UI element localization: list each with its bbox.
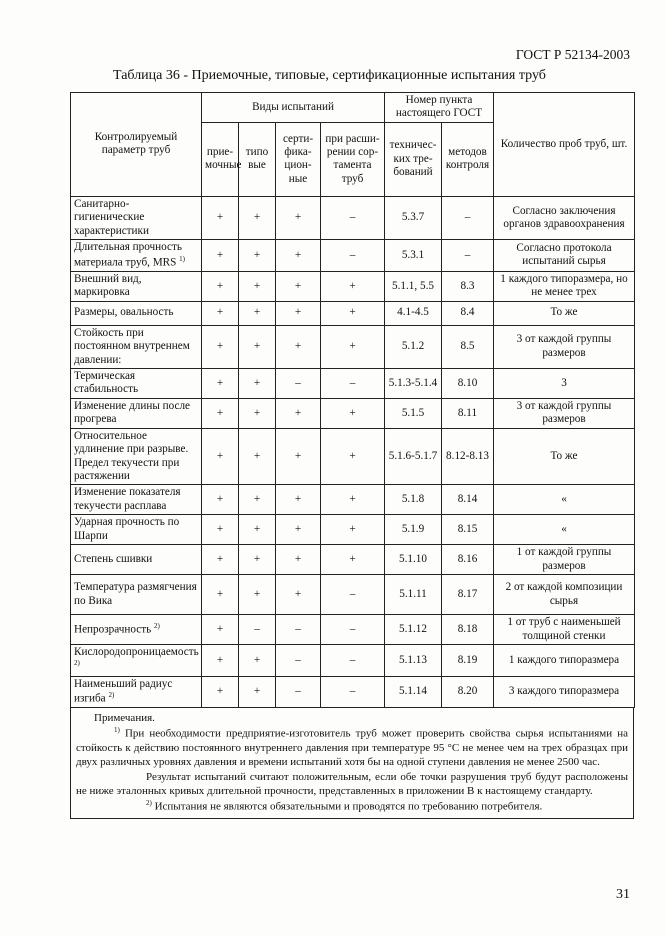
param-text: Степень сшивки [74,552,153,565]
cell-certification: + [276,428,321,485]
cell-sample-count: То же [494,301,635,325]
cell-param [71,196,202,239]
cell-certification: + [276,575,321,615]
cell-range-extension: + [321,301,385,325]
cell-param [71,428,202,485]
cell-tech-requirement: 5.1.1, 5.5 [385,271,442,301]
cell-range-extension: + [321,545,385,575]
cell-acceptance: + [202,271,239,301]
cell-sample-count: То же [494,428,635,485]
standard-number: ГОСТ Р 52134-2003 [515,47,630,62]
param-text: Размеры, овальность [74,306,174,319]
cell-type: + [239,545,276,575]
cell-type: + [239,644,276,676]
cell-sample-count: 2 от каждой композиции сырья [494,575,635,615]
header-acceptance: прие-мочные [202,122,239,196]
table-row [71,240,635,272]
param-text: Наименьший радиус изгиба [74,677,173,705]
cell-tech-requirement: 5.1.6-5.1.7 [385,428,442,485]
cell-tech-requirement: 5.1.12 [385,615,442,645]
param-text: Стойкость при постоянном внутреннем давлении: [74,326,190,366]
cell-tech-requirement: 5.1.14 [385,676,442,708]
cell-tech-requirement: 5.1.9 [385,515,442,545]
cell-param [71,368,202,398]
table-caption: Таблица 36 - Приемочные, типовые, сертификационные испытания труб [113,68,546,83]
cell-range-extension: + [321,515,385,545]
cell-tech-requirement: 5.1.2 [385,325,442,368]
cell-sample-count: 3 от каждой группы размеров [494,325,635,368]
cell-tech-requirement: 5.1.11 [385,575,442,615]
cell-range-extension: – [321,644,385,676]
table-row [71,545,635,575]
param-footnote-mark: 2) [154,621,160,630]
cell-type: + [239,676,276,708]
cell-tech-requirement: 5.1.5 [385,398,442,428]
notes [70,708,634,819]
cell-control-method: – [442,196,494,239]
cell-acceptance: + [202,301,239,325]
note-1-mark: 1) [114,725,120,734]
cell-acceptance: + [202,196,239,239]
cell-param [71,575,202,615]
header-type: типо вые [239,122,276,196]
cell-type: + [239,515,276,545]
header-range-extension: при расши-рении сор-тамента труб [321,122,385,196]
param-text: Длительная прочность материала труб, MRS [74,241,182,269]
table-row [71,398,635,428]
cell-control-method: 8.20 [442,676,494,708]
cell-sample-count: 1 каждого типоразмера, но не менее трех [494,271,635,301]
note-2 [76,799,628,814]
note-2-mark: 2) [146,798,152,807]
param-text: Изменение длины после прогрева [74,399,191,426]
cell-range-extension: + [321,398,385,428]
page-number: 31 [616,887,630,902]
cell-control-method: 8.18 [442,615,494,645]
cell-certification: + [276,515,321,545]
cell-sample-count: Согласно протокола испытаний сырья [494,240,635,272]
cell-certification: – [276,368,321,398]
cell-control-method: 8.19 [442,644,494,676]
param-footnote-mark: 2) [74,659,80,668]
cell-param [71,398,202,428]
cell-type: + [239,271,276,301]
cell-range-extension: + [321,325,385,368]
cell-sample-count: 1 от труб с наименьшей толщиной стенки [494,615,635,645]
cell-param [71,545,202,575]
cell-range-extension: – [321,196,385,239]
notes-title: Примечания. [94,712,155,725]
table-row [71,271,635,301]
cell-acceptance: + [202,240,239,272]
param-footnote-mark: 2) [108,691,115,700]
cell-sample-count: « [494,485,635,515]
cell-type: + [239,428,276,485]
cell-type: + [239,485,276,515]
param-text: Санитарно-гигиенические характеристики [74,197,149,237]
cell-tech-requirement: 5.1.3-5.1.4 [385,368,442,398]
cell-type: + [239,240,276,272]
cell-control-method: 8.15 [442,515,494,545]
param-text: Внешний вид, маркировка [74,272,142,299]
table-row [71,485,635,515]
cell-param [71,615,202,645]
header-control-methods: методов контроля [442,122,494,196]
note-2-text: Испытания не являются обязательными и проводятся по требованию потребителя. [154,800,543,813]
cell-range-extension: – [321,676,385,708]
cell-range-extension: + [321,428,385,485]
table-row [71,368,635,398]
cell-control-method: 8.17 [442,575,494,615]
param-text: Ударная прочность по Шарпи [74,516,180,542]
table-row [71,196,635,239]
cell-type: + [239,575,276,615]
note-1b: Результат испытаний считают положительным, если обе точки разрушения труб будут расположены не ниже эталонных кривых длительной прочности, представленных в приложении В к настоящему стандарту. [76,770,628,798]
cell-sample-count: « [494,515,635,545]
table-row [71,515,635,545]
cell-control-method: 8.3 [442,271,494,301]
cell-param [71,644,202,676]
cell-acceptance: + [202,325,239,368]
cell-certification: – [276,644,321,676]
cell-tech-requirement: 4.1-4.5 [385,301,442,325]
cell-control-method: 8.14 [442,485,494,515]
header-tech-requirements: техничес-ких тре-бований [385,122,442,196]
param-text: Непрозрачность [74,623,152,636]
cell-tech-requirement: 5.1.8 [385,485,442,515]
table-row [71,575,635,615]
tests-table [70,92,635,708]
cell-range-extension: + [321,485,385,515]
cell-tech-requirement: 5.3.1 [385,240,442,272]
param-text: Термическая стабильность [74,369,139,396]
cell-range-extension: – [321,240,385,272]
param-footnote-mark: 1) [179,254,185,263]
cell-certification: + [276,196,321,239]
cell-acceptance: + [202,644,239,676]
cell-range-extension: + [321,271,385,301]
cell-type: + [239,398,276,428]
table-row [71,301,635,325]
cell-param [71,271,202,301]
cell-control-method: – [442,240,494,272]
cell-sample-count: 1 каждого типоразмера [494,644,635,676]
cell-type: + [239,325,276,368]
cell-control-method: 8.12-8.13 [442,428,494,485]
header-sample-count: Количество проб труб, шт. [494,93,635,197]
table-row [71,615,635,645]
cell-range-extension: – [321,368,385,398]
param-text: Изменение показателя текучести расплава [74,486,181,512]
note-1 [76,726,628,770]
cell-tech-requirement: 5.1.10 [385,545,442,575]
cell-certification: + [276,325,321,368]
cell-acceptance: + [202,398,239,428]
header-certification: серти-фика-цион-ные [276,122,321,196]
cell-acceptance: + [202,676,239,708]
header-row [71,93,635,123]
cell-certification: + [276,398,321,428]
cell-tech-requirement: 5.1.13 [385,644,442,676]
cell-certification: – [276,676,321,708]
param-text: Кислородопроницаемость [74,645,199,658]
cell-sample-count: 1 от каждой группы размеров [494,545,635,575]
cell-acceptance: + [202,428,239,485]
cell-control-method: 8.11 [442,398,494,428]
cell-sample-count: 3 [494,368,635,398]
cell-param [71,515,202,545]
table-row [71,325,635,368]
note-1-text: При необходимости предприятие-изготовитель труб может проверить свойства сырья испытаниями на стойкость к действию постоянного внутреннего давления при температуре 95 °С не менее чем на трех образцах при двух различных уровнях давления и времени испытаний хотя бы на одной ступени давления не менее 2500 час. [76,727,628,769]
cell-acceptance: + [202,515,239,545]
cell-type: + [239,196,276,239]
cell-acceptance: + [202,485,239,515]
table-row [71,644,635,676]
cell-acceptance: + [202,615,239,645]
cell-certification: + [276,545,321,575]
cell-range-extension: – [321,575,385,615]
param-text: Температура размягчения по Вика [74,581,197,607]
header-gost-clause: Номер пункта настоящего ГОСТ [385,93,494,123]
cell-type: + [239,301,276,325]
cell-certification: + [276,485,321,515]
cell-tech-requirement: 5.3.7 [385,196,442,239]
cell-acceptance: + [202,545,239,575]
cell-control-method: 8.16 [442,545,494,575]
param-text: Относительное удлинение при разрыве. Предел текучести при растяжении [74,429,189,483]
cell-param [71,301,202,325]
cell-control-method: 8.5 [442,325,494,368]
header-test-types: Виды испытаний [202,93,385,123]
cell-certification: + [276,271,321,301]
cell-acceptance: + [202,575,239,615]
table-row [71,428,635,485]
cell-control-method: 8.4 [442,301,494,325]
cell-certification: + [276,240,321,272]
cell-sample-count: 3 каждого типоразмера [494,676,635,708]
cell-type: + [239,368,276,398]
test-table-block [70,92,634,819]
cell-certification: + [276,301,321,325]
cell-param [71,240,202,272]
header-param: Контролируемый параметр труб [71,93,202,197]
cell-acceptance: + [202,368,239,398]
cell-sample-count: 3 от каждой группы размеров [494,398,635,428]
cell-range-extension: – [321,615,385,645]
table-row [71,676,635,708]
cell-sample-count: Согласно заключения органов здравоохранения [494,196,635,239]
cell-param [71,325,202,368]
cell-type: – [239,615,276,645]
cell-param [71,676,202,708]
cell-certification: – [276,615,321,645]
cell-control-method: 8.10 [442,368,494,398]
cell-param [71,485,202,515]
